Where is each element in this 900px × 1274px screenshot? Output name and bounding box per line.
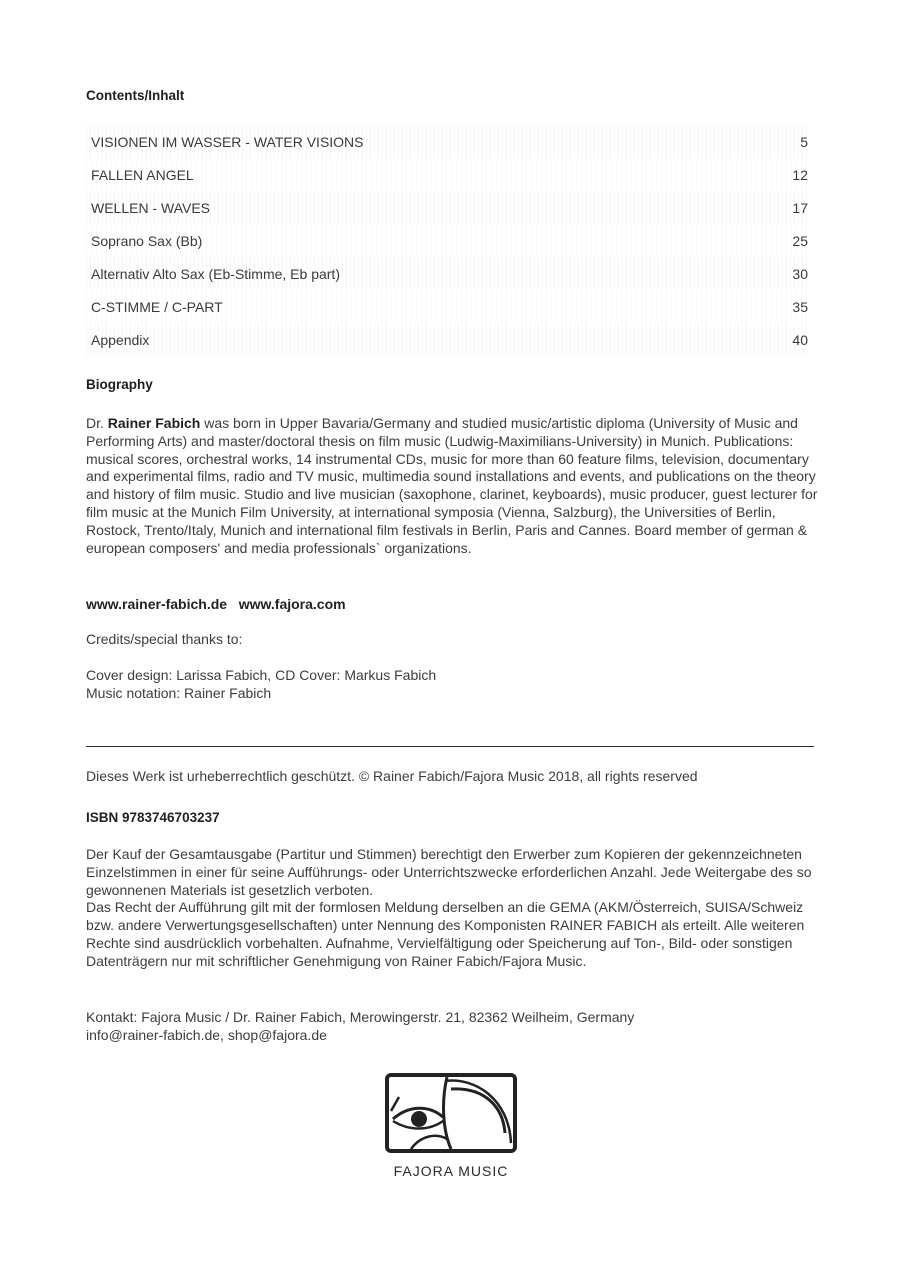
credits-notation: Music notation: Rainer Fabich — [86, 684, 272, 701]
credits-cover: Cover design: Larissa Fabich, CD Cover: Markus Fabich — [86, 667, 437, 683]
isbn: ISBN 9783746703237 — [86, 810, 220, 825]
logo-text: FAJORA MUSIC — [393, 1163, 509, 1179]
credits-block — [86, 667, 816, 703]
toc-row[interactable] — [86, 125, 810, 158]
credits-heading: Credits/special thanks to: — [86, 631, 243, 647]
divider-line — [86, 746, 814, 747]
table-of-contents — [86, 125, 810, 356]
toc-title: C-STIMME / C-PART — [91, 298, 223, 315]
biography-heading: Biography — [86, 377, 153, 392]
contact-address: Kontakt: Fajora Music / Dr. Rainer Fabich, Merowingerstr. 21, 82362 Weilheim, Germany — [86, 1009, 635, 1025]
toc-row[interactable] — [86, 224, 810, 257]
toc-row[interactable] — [86, 158, 810, 191]
contact-block — [86, 1009, 816, 1045]
biography-text — [86, 415, 818, 557]
toc-title: Soprano Sax (Bb) — [91, 232, 203, 249]
toc-page-number: 5 — [800, 133, 808, 150]
toc-page-number: 35 — [792, 298, 808, 315]
toc-page-number: 25 — [792, 232, 808, 249]
legal-text — [86, 846, 818, 971]
toc-row[interactable] — [86, 191, 810, 224]
toc-row[interactable] — [86, 323, 810, 356]
toc-page-number: 12 — [792, 166, 808, 183]
website-links — [86, 596, 816, 614]
toc-title: FALLEN ANGEL — [91, 166, 194, 183]
biography-prefix: Dr. — [86, 415, 108, 431]
contact-emails[interactable]: info@rainer-fabich.de, shop@fajora.de — [86, 1026, 327, 1043]
toc-row[interactable] — [86, 290, 810, 323]
toc-page-number: 40 — [792, 331, 808, 348]
website-link-fajora[interactable]: www.fajora.com — [238, 596, 346, 612]
copyright-notice: Dieses Werk ist urheberrechtlich geschützt. © Rainer Fabich/Fajora Music 2018, all rights reserved — [86, 768, 698, 784]
biography-body: was born in Upper Bavaria/Germany and studied music/artistic diploma (University of Music and Performing Arts) and master/doctoral thesis on film music (Ludwig-Maximilians-University) in Munich. Publications: musical scores, orchestral works, 14 instrumental CDs, music for more than 60 feature films, television, documentary and experimental films, radio and TV music, multimedia sound installations and events, and publications on the theory and history of film music. Studio and live musician (saxophone, clarinet, keyboards), music producer, guest lecturer for film music at the Munich Film University, at international symposia (Vienna, Salzburg), the Universities of Berlin, Rostock, Trento/Italy, Munich and international film festivals in Berlin, Paris and Cannes. Board member of german & european composers' and media professionals` organizations. — [86, 415, 818, 556]
legal-paragraph-2: Das Recht der Aufführung gilt mit der formlosen Meldung derselben an die GEMA (AKM/Österreich, SUISA/Schweiz bzw. andere Verwertungsgesellschaften) unter Nennung des Komponisten RAINER FABICH als erteilt. Alle weiteren Rechte sind ausdrücklich vorbehalten. Aufnahme, Vervielfältigung oder Speicherung auf Ton-, Bild- oder sonstigen Datenträgern nur mit schriftlicher Genehmigung von Rainer Fabich/Fajora Music. — [86, 899, 805, 969]
fajora-music-logo — [385, 1073, 517, 1179]
toc-page-number: 17 — [792, 199, 808, 216]
toc-title: WELLEN - WAVES — [91, 199, 211, 216]
website-link-rainer-fabich[interactable]: www.rainer-fabich.de — [86, 596, 228, 612]
toc-title: Alternativ Alto Sax (Eb-Stimme, Eb part) — [91, 265, 340, 282]
contents-heading: Contents/Inhalt — [86, 88, 185, 103]
legal-paragraph-1: Der Kauf der Gesamtausgabe (Partitur und Stimmen) berechtigt den Erwerber zum Kopieren der gekennzeichneten Einzelstimmen in einer für seine Aufführungs- oder Unterrichtszwecke erforderlichen Anzahl. Jede Weitergabe des so gewonnenen Materials ist gesetzlich verboten. — [86, 846, 812, 898]
toc-title: VISIONEN IM WASSER - WATER VISIONS — [91, 133, 364, 150]
biography-name: Rainer Fabich — [107, 415, 201, 431]
toc-row[interactable] — [86, 257, 810, 290]
toc-title: Appendix — [91, 331, 150, 348]
eye-logo-icon — [385, 1073, 517, 1153]
toc-page-number: 30 — [792, 265, 808, 282]
